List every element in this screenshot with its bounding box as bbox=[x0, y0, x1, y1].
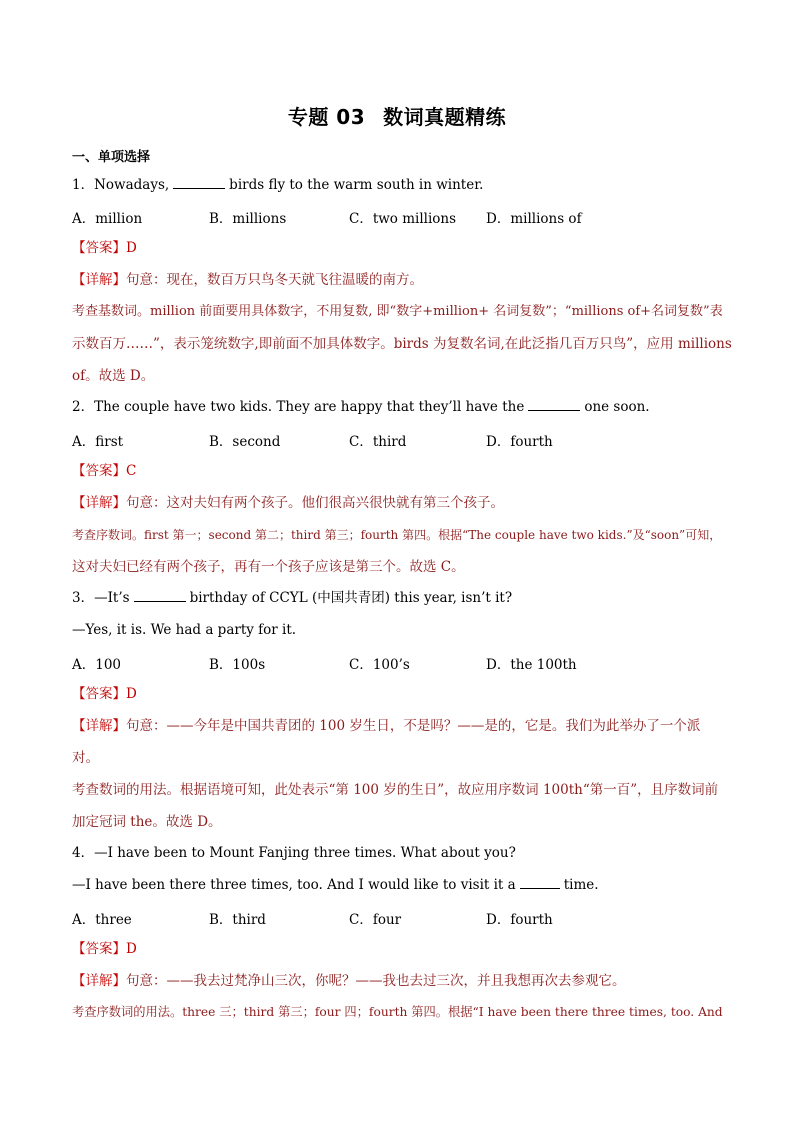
q2-option-a: A．first bbox=[72, 434, 124, 450]
q4-option-b: B．third bbox=[209, 912, 266, 928]
q2-answer: 【答案】C bbox=[72, 463, 137, 479]
q3-stem-line-2: —Yes, it is. We had a party for it. bbox=[72, 622, 297, 638]
q4-answer: 【答案】D bbox=[72, 941, 137, 957]
q1-answer: 【答案】D bbox=[72, 240, 137, 256]
q4-stem-line-2: —I have been there three times, too. And I would like to visit it a time. bbox=[72, 877, 599, 893]
answer-blank bbox=[134, 590, 186, 602]
q1-stem: 1．Nowadays, birds fly to the warm south in winter. bbox=[72, 177, 484, 193]
q2-option-d: D．fourth bbox=[486, 434, 553, 450]
q2-detail-line-3: 这对夫妇已经有两个孩子，再有一个孩子应该是第三个。故选 C。 bbox=[72, 559, 465, 575]
q1-detail-line-2: 考查基数词。million 前面要用具体数字，不用复数, 即“数字+million+ 名词复数”；“millions of+名词复数”表 bbox=[72, 304, 723, 319]
answer-blank bbox=[173, 177, 225, 189]
q2-stem: 2．The couple have two kids. They are happy that they’ll have the one soon. bbox=[72, 399, 650, 415]
q3-detail-line-3: 考查数词的用法。根据语境可知，此处表示“第 100 岁的生日”，故应用序数词 100th“第一百”，且序数词前 bbox=[72, 782, 719, 798]
q2-option-c: C．third bbox=[349, 434, 407, 450]
q2-detail-line-2: 考查序数词。first 第一；second 第二；third 第三；fourth 第四。根据“The couple have two kids.”及“soon”可知， bbox=[72, 528, 722, 542]
q3-stem: 3．—It’s birthday of CCYL (中国共青团) this year, isn’t it? bbox=[72, 590, 513, 606]
q1-option-d: D．millions of bbox=[486, 211, 582, 227]
q4-stem-line-1: 4．—I have been to Mount Fanjing three times. What about you? bbox=[72, 845, 516, 861]
q4-option-d: D．fourth bbox=[486, 912, 553, 928]
q2-detail-line-1: 【详解】句意：这对夫妇有两个孩子。他们很高兴很快就有第三个孩子。 bbox=[72, 495, 504, 511]
q3-detail-line-4: 加定冠词 the。故选 D。 bbox=[72, 814, 222, 830]
q4-option-c: C．four bbox=[349, 912, 402, 928]
q3-option-a: A．100 bbox=[72, 657, 122, 673]
answer-blank bbox=[528, 399, 580, 411]
q3-detail-line-1: 【详解】句意：——今年是中国共青团的 100 岁生日，不是吗？——是的，它是。我们为此举办了一个派 bbox=[72, 718, 701, 734]
q1-detail-line-1: 【详解】句意：现在，数百万只鸟冬天就飞往温暖的南方。 bbox=[72, 272, 423, 288]
page-title bbox=[0, 101, 794, 130]
q3-option-d: D．the 100th bbox=[486, 657, 577, 673]
q1-detail-line-3: 示数百万……”，表示笼统数字,即前面不加具体数字。birds 为复数名词,在此泛指几百万只鸟”，应用 millions bbox=[72, 336, 732, 352]
answer-blank bbox=[520, 877, 560, 889]
title-topic-number: 专题 03 bbox=[287, 105, 366, 129]
q3-detail-line-2: 对。 bbox=[72, 750, 99, 766]
q2-option-b: B．second bbox=[209, 434, 281, 450]
q4-option-a: A．three bbox=[72, 912, 132, 928]
q3-option-c: C．100’s bbox=[349, 657, 410, 673]
title-topic-name: 数词真题精练 bbox=[383, 105, 507, 129]
section-heading: 一、单项选择 bbox=[72, 150, 151, 165]
q3-answer: 【答案】D bbox=[72, 686, 137, 702]
q4-detail-line-1: 【详解】句意：——我去过梵净山三次，你呢？——我也去过三次，并且我想再次去参观它。 bbox=[72, 973, 626, 989]
q1-option-c: C．two millions bbox=[349, 211, 457, 227]
q3-option-b: B．100s bbox=[209, 657, 266, 673]
q1-option-b: B．millions bbox=[209, 211, 287, 227]
q1-option-a: A．million bbox=[72, 211, 143, 227]
q1-detail-line-4: of。故选 D。 bbox=[72, 368, 155, 384]
q4-detail-line-2: 考查序数词的用法。three 三；third 第三；four 四；fourth 第四。根据“I have been there three times, too. And bbox=[72, 1005, 723, 1019]
